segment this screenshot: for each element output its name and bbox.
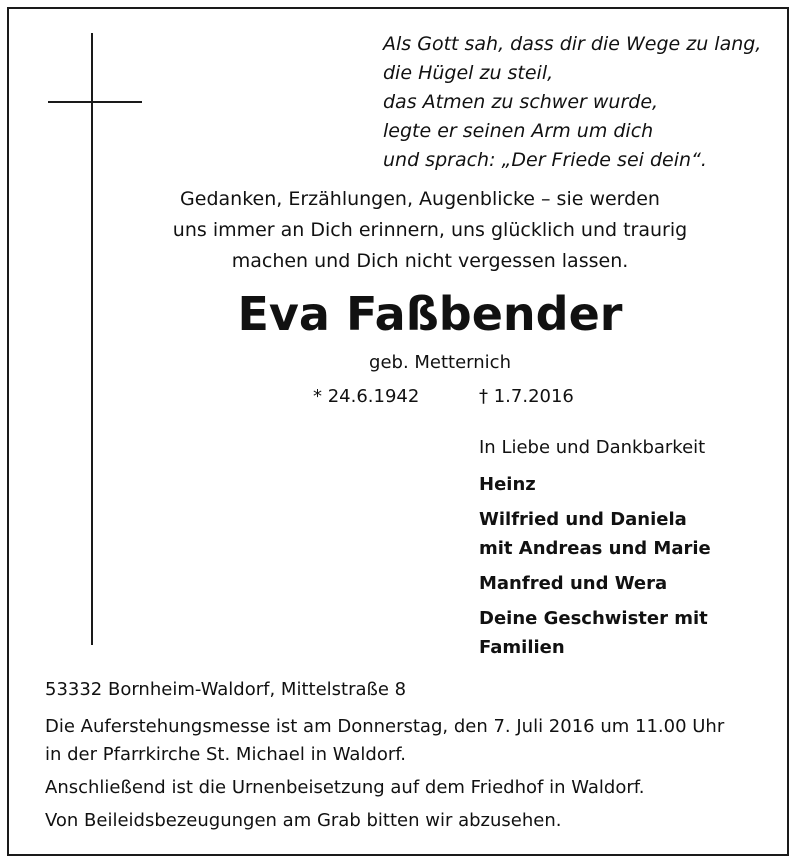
condolence-notice: [45, 807, 724, 835]
maiden-name: geb. Metternich: [369, 352, 511, 373]
service-notice-line: in der Pfarrkirche St. Michael in Waldorf.: [45, 744, 406, 765]
mourner-entry: [479, 505, 711, 563]
poem-line: die Hügel zu steil,: [383, 62, 554, 84]
remembrance-line: machen und Dich nicht vergessen lassen.: [231, 250, 629, 272]
remembrance-text: [0, 184, 800, 277]
service-information: [45, 676, 724, 840]
service-notice-line: Die Auferstehungsmesse ist am Donnerstag, den 7. Juli 2016 um 11.00 Uhr: [45, 716, 725, 737]
burial-notice-line: Anschließend ist die Urnenbeisetzung auf dem Friedhof in Waldorf.: [45, 777, 645, 798]
poem-line: das Atmen zu schwer wurde,: [383, 91, 659, 113]
remembrance-line: uns immer an Dich erinnern, uns glücklich und traurig: [172, 219, 688, 241]
mourner-line: Deine Geschwister mit: [479, 608, 708, 629]
poem-line: Als Gott sah, dass dir die Wege zu lang,: [383, 33, 762, 55]
death-date: † 1.7.2016: [479, 386, 574, 407]
mourner-line: Manfred und Wera: [479, 573, 668, 594]
mourner-entry: [479, 569, 711, 598]
mourners-list: [479, 434, 711, 668]
mourner-line: Familien: [479, 637, 565, 658]
remembrance-line: Gedanken, Erzählungen, Augenblicke – sie werden: [180, 188, 660, 210]
deceased-name: Eva Faßbender: [237, 287, 623, 341]
poem-line: und sprach: „Der Friede sei dein“.: [383, 149, 707, 171]
mourner-line: Wilfried und Daniela: [479, 509, 687, 530]
condolence-notice-line: Von Beileidsbezeugungen am Grab bitten wir abzusehen.: [45, 810, 562, 831]
mourners-intro: In Liebe und Dankbarkeit: [479, 437, 706, 458]
family-address: 53332 Bornheim-Waldorf, Mittelstraße 8: [45, 679, 407, 700]
birth-date: * 24.6.1942: [313, 386, 420, 407]
poem-line: legte er seinen Arm um dich: [383, 120, 654, 142]
mourner-line: mit Andreas und Marie: [479, 538, 711, 559]
memorial-poem: [383, 30, 761, 175]
mourner-entry: [479, 604, 711, 662]
service-notice: [45, 713, 724, 769]
cross-symbol-horizontal: [48, 101, 142, 103]
burial-notice: [45, 774, 724, 802]
mourner-line: Heinz: [479, 474, 536, 495]
mourner-entry: [479, 470, 711, 499]
